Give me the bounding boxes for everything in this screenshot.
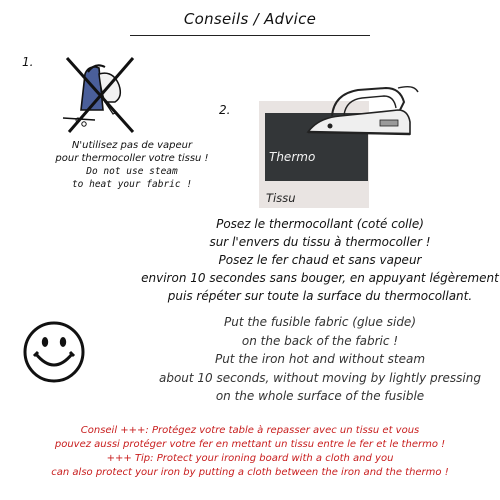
instruction-fr-line: environ 10 secondes sans bouger, en appuyant légèrement <box>141 271 499 285</box>
instruction-en-line: Put the fusible fabric (glue side) <box>223 315 416 329</box>
step-1-en-line-2: to heat your fabric ! <box>71 179 193 190</box>
iron-icon <box>300 80 420 150</box>
instruction-en-line: on the back of the fabric ! <box>241 333 399 348</box>
no-steam-iron-icon <box>55 52 140 137</box>
step-1-number: 1. <box>22 55 34 69</box>
step-1-fr-line-2: pour thermocoller votre tissu ! <box>55 153 209 164</box>
instruction-en-line: Put the iron hot and without steam <box>214 352 426 366</box>
thermo-label: Thermo <box>269 150 316 164</box>
instruction-en-line: about 10 seconds, without moving by lightly pressing <box>158 370 481 385</box>
tip-line-1: Conseil +++: Protégez votre table à repasser avec un tissu et vous <box>80 425 420 436</box>
step-1-fr-line-1: N'utilisez pas de vapeur <box>71 140 193 151</box>
instruction-fr-line: Posez le fer chaud et sans vapeur <box>218 253 422 267</box>
instruction-en-line: on the whole surface of the fusible <box>215 389 425 403</box>
tip-line-3: +++ Tip: Protect your ironing board with a cloth and you <box>106 453 394 464</box>
instructions-fr <box>140 215 500 305</box>
step-1-en-line-1: Do not use steam <box>86 166 178 177</box>
instructions-en <box>150 313 490 406</box>
title-underline <box>130 35 370 36</box>
instruction-fr-line: sur l'envers du tissu à thermocoller ! <box>209 235 431 249</box>
step-1-text <box>0 139 264 191</box>
tissu-label: Tissu <box>266 191 296 205</box>
instruction-fr-line: Posez le thermocollant (coté colle) <box>216 217 424 231</box>
step-2-number: 2. <box>219 103 231 117</box>
page-title: Conseils / Advice <box>183 10 317 28</box>
tip-line-2: pouvez aussi protéger votre fer en mettant un tissu entre le fer et le thermo ! <box>54 439 446 450</box>
smiley-face-icon <box>22 320 86 384</box>
instruction-fr-line: puis répéter sur toute la surface du thermocollant. <box>167 289 473 303</box>
tip-text <box>0 424 500 480</box>
tip-line-4: can also protect your iron by putting a cloth between the iron and the thermo ! <box>51 467 449 478</box>
